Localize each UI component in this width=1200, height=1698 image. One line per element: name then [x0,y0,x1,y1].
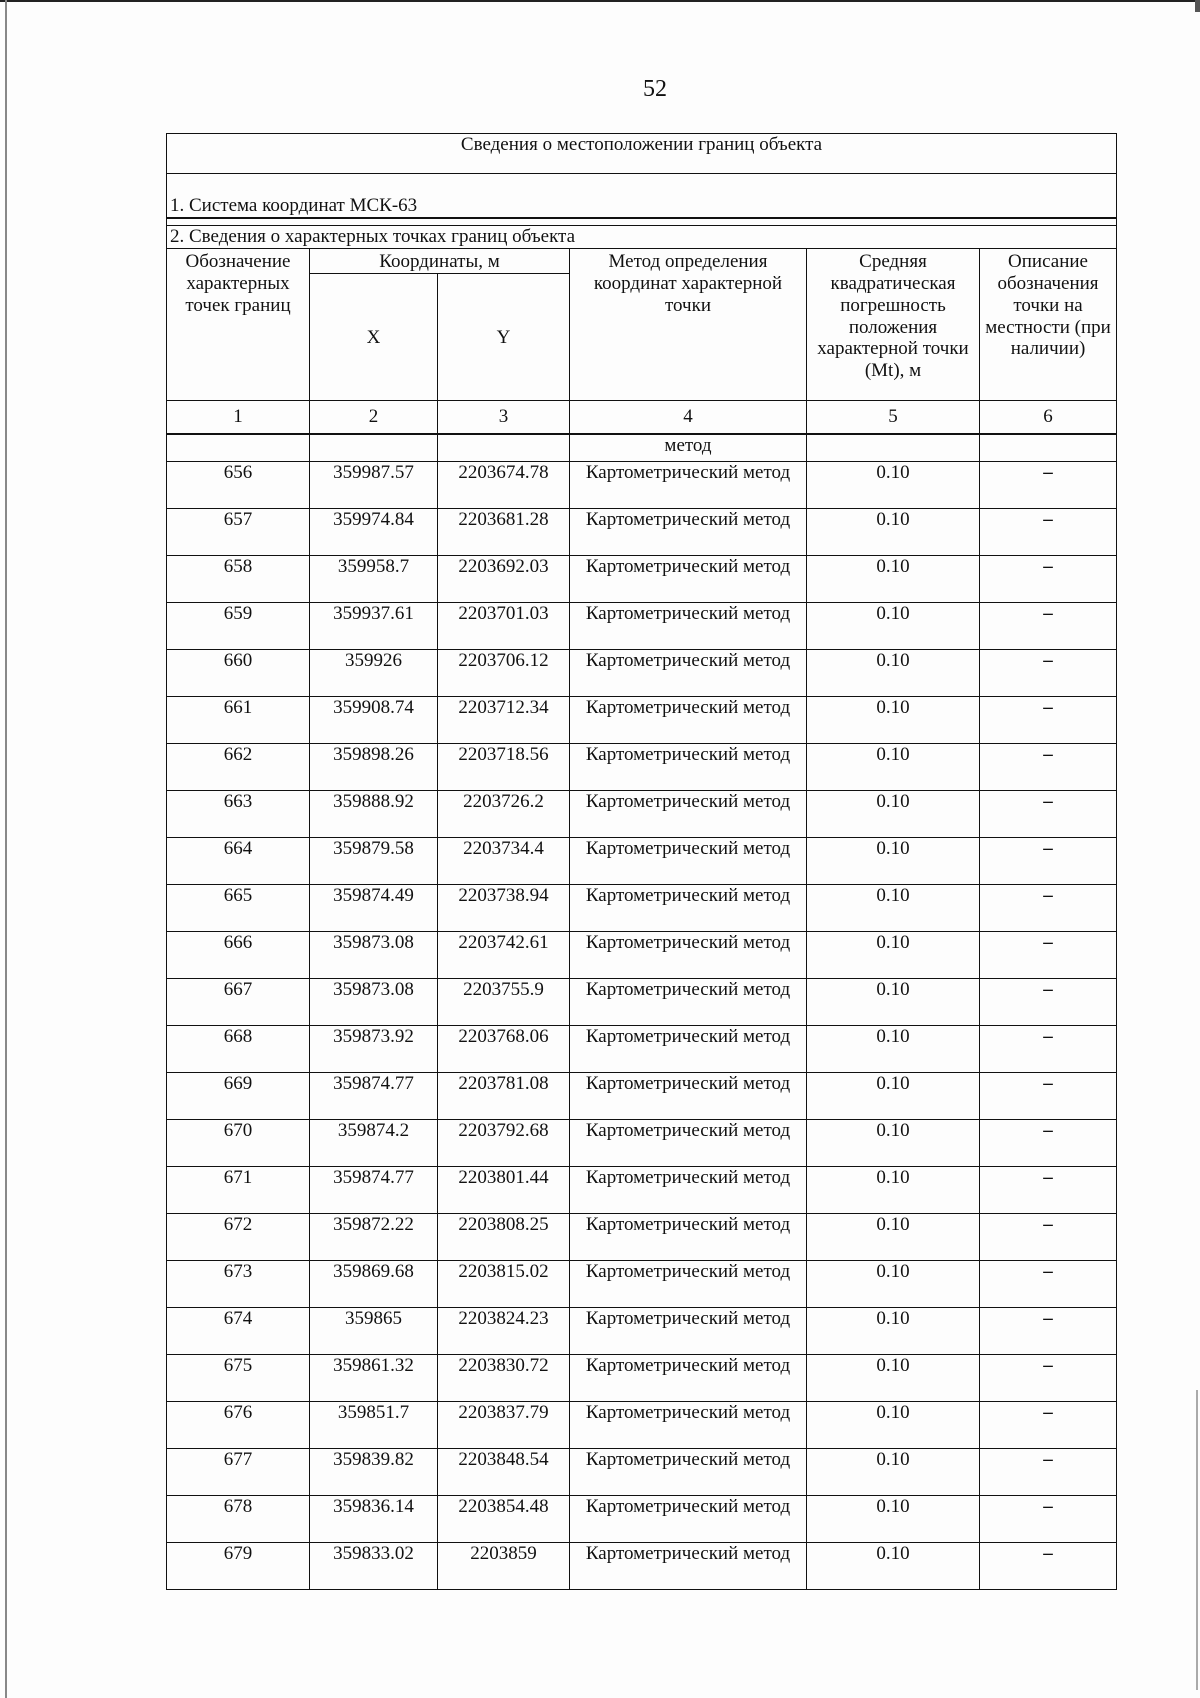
point-id-cell: 679 [167,1543,310,1590]
table-row [167,1026,1117,1073]
scan-border-left [5,0,7,1698]
method-cell: Картометрический метод [570,838,807,885]
y-coordinate-cell: 2203801.44 [438,1167,570,1214]
table-row [167,932,1117,979]
description-cell: – [980,979,1117,1026]
column-number: 2 [310,401,438,435]
method-cell: Картометрический метод [570,1496,807,1543]
x-coordinate-cell: 359836.14 [310,1496,438,1543]
y-coordinate-cell: 2203859 [438,1543,570,1590]
x-coordinate-cell: 359879.58 [310,838,438,885]
description-cell: – [980,1402,1117,1449]
coordinate-system: 1. Система координат МСК-63 [167,174,1117,219]
scan-border-right [1196,1390,1198,1690]
header-coordinates: Координаты, м [310,249,570,274]
error-cell: 0.10 [807,744,980,791]
header-designation: Обозначение характерных точек границ [167,249,310,401]
table-cell [980,434,1117,462]
y-coordinate-cell: 2203706.12 [438,650,570,697]
table-row [167,1543,1117,1590]
table-row [167,838,1117,885]
y-coordinate-cell: 2203712.34 [438,697,570,744]
table-cell [167,434,310,462]
method-cell: Картометрический метод [570,462,807,509]
y-coordinate-cell: 2203837.79 [438,1402,570,1449]
description-cell: – [980,1449,1117,1496]
method-cell: Картометрический метод [570,1026,807,1073]
table-row [167,1261,1117,1308]
error-cell: 0.10 [807,1214,980,1261]
x-coordinate-cell: 359888.92 [310,791,438,838]
point-id-cell: 677 [167,1449,310,1496]
error-cell: 0.10 [807,838,980,885]
table-row [167,1308,1117,1355]
point-id-cell: 672 [167,1214,310,1261]
error-cell: 0.10 [807,1167,980,1214]
y-coordinate-cell: 2203681.28 [438,509,570,556]
continuation-method: метод [570,434,807,462]
table-row [167,1355,1117,1402]
description-cell: – [980,556,1117,603]
error-cell: 0.10 [807,979,980,1026]
point-id-cell: 671 [167,1167,310,1214]
table-row [167,1167,1117,1214]
header-x: X [310,274,438,401]
x-coordinate-cell: 359974.84 [310,509,438,556]
point-id-cell: 670 [167,1120,310,1167]
x-coordinate-cell: 359874.2 [310,1120,438,1167]
error-cell: 0.10 [807,462,980,509]
column-number: 4 [570,401,807,435]
error-cell: 0.10 [807,1026,980,1073]
y-coordinate-cell: 2203815.02 [438,1261,570,1308]
method-cell: Картометрический метод [570,1261,807,1308]
error-cell: 0.10 [807,1449,980,1496]
point-id-cell: 669 [167,1073,310,1120]
table-cell [438,434,570,462]
method-cell: Картометрический метод [570,1308,807,1355]
x-coordinate-cell: 359926 [310,650,438,697]
point-id-cell: 659 [167,603,310,650]
description-cell: – [980,509,1117,556]
method-cell: Картометрический метод [570,932,807,979]
x-coordinate-cell: 359873.08 [310,932,438,979]
table-row [167,885,1117,932]
description-cell: – [980,885,1117,932]
scan-border-top [0,0,1200,2]
header-method: Метод определения координат характерной точки [570,249,807,401]
table-row [167,650,1117,697]
method-cell: Картометрический метод [570,650,807,697]
description-cell: – [980,1026,1117,1073]
description-cell: – [980,697,1117,744]
table-cell [310,434,438,462]
error-cell: 0.10 [807,1120,980,1167]
x-coordinate-cell: 359861.32 [310,1355,438,1402]
table-row [167,1120,1117,1167]
point-id-cell: 664 [167,838,310,885]
y-coordinate-cell: 2203830.72 [438,1355,570,1402]
y-coordinate-cell: 2203734.4 [438,838,570,885]
table-row [167,979,1117,1026]
x-coordinate-cell: 359908.74 [310,697,438,744]
description-cell: – [980,838,1117,885]
error-cell: 0.10 [807,885,980,932]
description-cell: – [980,1355,1117,1402]
error-cell: 0.10 [807,1355,980,1402]
table-row [167,744,1117,791]
point-id-cell: 666 [167,932,310,979]
page-number: 52 [643,76,667,102]
x-coordinate-cell: 359872.22 [310,1214,438,1261]
y-coordinate-cell: 2203674.78 [438,462,570,509]
table-row [167,1496,1117,1543]
description-cell: – [980,603,1117,650]
table-row [167,697,1117,744]
x-coordinate-cell: 359865 [310,1308,438,1355]
method-cell: Картометрический метод [570,1073,807,1120]
point-id-cell: 675 [167,1355,310,1402]
y-coordinate-cell: 2203701.03 [438,603,570,650]
description-cell: – [980,1543,1117,1590]
description-cell: – [980,650,1117,697]
point-id-cell: 662 [167,744,310,791]
x-coordinate-cell: 359874.77 [310,1167,438,1214]
error-cell: 0.10 [807,932,980,979]
x-coordinate-cell: 359958.7 [310,556,438,603]
table-title: Сведения о местоположении границ объекта [167,134,1117,174]
x-coordinate-cell: 359839.82 [310,1449,438,1496]
table-cell [807,434,980,462]
x-coordinate-cell: 359874.49 [310,885,438,932]
spacer [167,218,1117,226]
point-id-cell: 658 [167,556,310,603]
x-coordinate-cell: 359873.08 [310,979,438,1026]
section-title: 2. Сведения о характерных точках границ объекта [167,226,1117,249]
method-cell: Картометрический метод [570,1355,807,1402]
header-description: Описание обозначения точки на местности (при наличии) [980,249,1117,401]
method-cell: Картометрический метод [570,509,807,556]
y-coordinate-cell: 2203755.9 [438,979,570,1026]
table-row [167,462,1117,509]
point-id-cell: 678 [167,1496,310,1543]
y-coordinate-cell: 2203781.08 [438,1073,570,1120]
error-cell: 0.10 [807,791,980,838]
method-cell: Картометрический метод [570,603,807,650]
point-id-cell: 663 [167,791,310,838]
y-coordinate-cell: 2203726.2 [438,791,570,838]
y-coordinate-cell: 2203854.48 [438,1496,570,1543]
x-coordinate-cell: 359874.77 [310,1073,438,1120]
table-row [167,1214,1117,1261]
method-cell: Картометрический метод [570,1543,807,1590]
error-cell: 0.10 [807,1496,980,1543]
x-coordinate-cell: 359898.26 [310,744,438,791]
x-coordinate-cell: 359873.92 [310,1026,438,1073]
header-error: Средняя квадратическая погрешность положения характерной точки (Mt), м [807,249,980,401]
table-row [167,1073,1117,1120]
description-cell: – [980,1496,1117,1543]
column-number: 6 [980,401,1117,435]
description-cell: – [980,1308,1117,1355]
error-cell: 0.10 [807,1308,980,1355]
y-coordinate-cell: 2203808.25 [438,1214,570,1261]
description-cell: – [980,744,1117,791]
table-row [167,556,1117,603]
method-cell: Картометрический метод [570,1214,807,1261]
point-id-cell: 661 [167,697,310,744]
y-coordinate-cell: 2203718.56 [438,744,570,791]
table-row [167,791,1117,838]
point-id-cell: 674 [167,1308,310,1355]
x-coordinate-cell: 359833.02 [310,1543,438,1590]
method-cell: Картометрический метод [570,697,807,744]
point-id-cell: 660 [167,650,310,697]
column-number: 3 [438,401,570,435]
error-cell: 0.10 [807,1543,980,1590]
method-cell: Картометрический метод [570,744,807,791]
point-id-cell: 657 [167,509,310,556]
description-cell: – [980,1261,1117,1308]
description-cell: – [980,932,1117,979]
error-cell: 0.10 [807,1261,980,1308]
method-cell: Картометрический метод [570,1449,807,1496]
scan-border-corner [1195,0,1200,12]
method-cell: Картометрический метод [570,1167,807,1214]
error-cell: 0.10 [807,1402,980,1449]
y-coordinate-cell: 2203848.54 [438,1449,570,1496]
method-cell: Картометрический метод [570,556,807,603]
error-cell: 0.10 [807,556,980,603]
point-id-cell: 676 [167,1402,310,1449]
method-cell: Картометрический метод [570,979,807,1026]
error-cell: 0.10 [807,603,980,650]
method-cell: Картометрический метод [570,1402,807,1449]
y-coordinate-cell: 2203742.61 [438,932,570,979]
description-cell: – [980,462,1117,509]
description-cell: – [980,791,1117,838]
description-cell: – [980,1120,1117,1167]
method-cell: Картометрический метод [570,1120,807,1167]
point-id-cell: 668 [167,1026,310,1073]
description-cell: – [980,1073,1117,1120]
description-cell: – [980,1167,1117,1214]
point-id-cell: 673 [167,1261,310,1308]
y-coordinate-cell: 2203792.68 [438,1120,570,1167]
table-row [167,1402,1117,1449]
boundary-points-table [166,133,1117,1590]
method-cell: Картометрический метод [570,885,807,932]
x-coordinate-cell: 359869.68 [310,1261,438,1308]
y-coordinate-cell: 2203692.03 [438,556,570,603]
table-row [167,1449,1117,1496]
point-id-cell: 667 [167,979,310,1026]
error-cell: 0.10 [807,1073,980,1120]
description-cell: – [980,1214,1117,1261]
y-coordinate-cell: 2203824.23 [438,1308,570,1355]
header-y: Y [438,274,570,401]
point-id-cell: 656 [167,462,310,509]
column-number: 5 [807,401,980,435]
column-number: 1 [167,401,310,435]
error-cell: 0.10 [807,509,980,556]
y-coordinate-cell: 2203768.06 [438,1026,570,1073]
x-coordinate-cell: 359937.61 [310,603,438,650]
error-cell: 0.10 [807,697,980,744]
table-row [167,603,1117,650]
table-row [167,509,1117,556]
y-coordinate-cell: 2203738.94 [438,885,570,932]
x-coordinate-cell: 359851.7 [310,1402,438,1449]
point-id-cell: 665 [167,885,310,932]
x-coordinate-cell: 359987.57 [310,462,438,509]
error-cell: 0.10 [807,650,980,697]
method-cell: Картометрический метод [570,791,807,838]
